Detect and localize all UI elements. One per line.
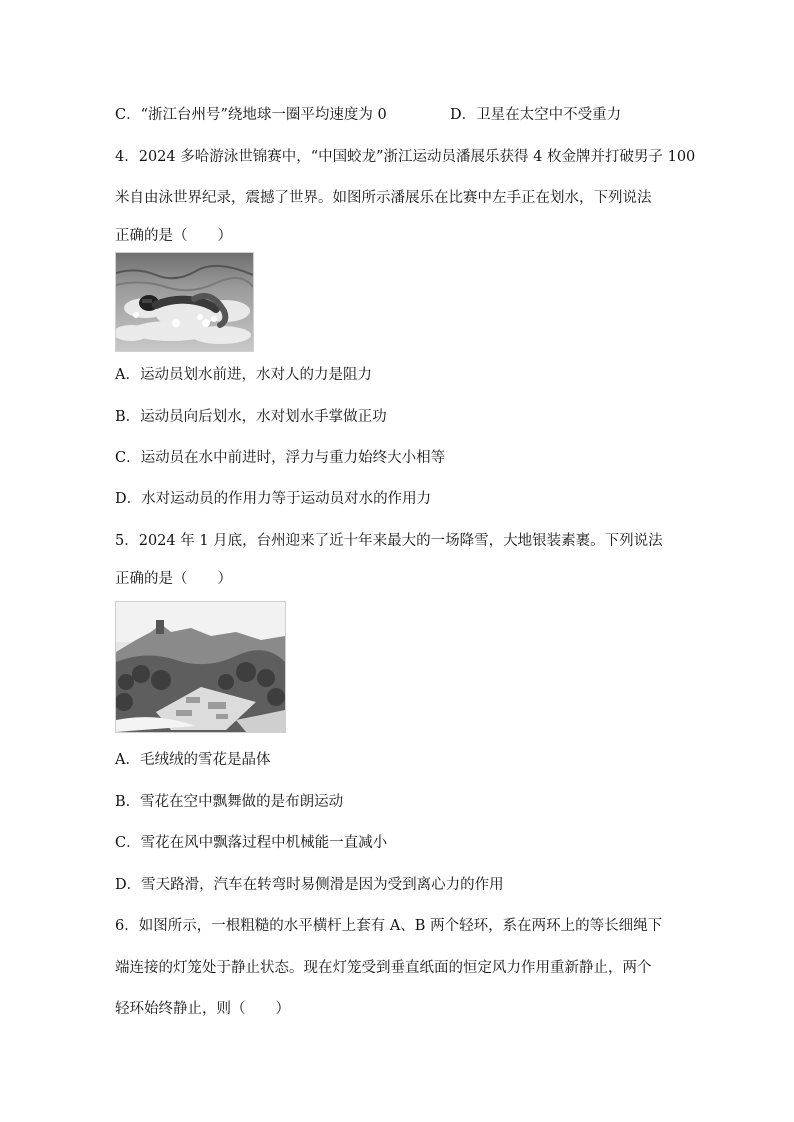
q6-stem-line2: 端连接的灯笼处于静止状态。现在灯笼受到垂直纸面的恒定风力作用重新静止，两个: [115, 960, 652, 976]
q3-option-d: D．卫星在太空中不受重力: [450, 107, 622, 123]
q5-option-b: B．雪花在空中飘舞做的是布朗运动: [115, 794, 344, 810]
q6-stem-line3: [115, 1000, 290, 1018]
q4-stem-text: 正确的是（: [115, 228, 188, 244]
q4-option-c: C．运动员在水中前进时，浮力与重力始终大小相等: [115, 450, 446, 466]
q6-stem-close: ）: [275, 1001, 290, 1017]
q4-option-d: D．水对运动员的作用力等于运动员对水的作用力: [115, 491, 432, 507]
q4-stem-line2: 米自由泳世界纪录，震撼了世界。如图所示潘展乐在比赛中左手正在划水，下列说法: [115, 190, 652, 206]
swimmer-photo: [115, 252, 254, 352]
q5-option-d: D．雪天路滑，汽车在转弯时易侧滑是因为受到离心力的作用: [115, 877, 504, 893]
q3-option-c: C．“浙江台州号”绕地球一圈平均速度为 0: [115, 107, 387, 123]
q5-stem-line2: [115, 570, 232, 588]
q5-option-c: C．雪花在风中飘落过程中机械能一直减小: [115, 835, 388, 851]
q5-stem-close: ）: [217, 571, 232, 587]
q4-option-a: A．运动员划水前进，水对人的力是阻力: [115, 367, 372, 383]
q4-stem-line1: 4．2024 多哈游泳世锦赛中，“中国蛟龙”浙江运动员潘展乐获得 4 枚金牌并打破男子 100: [115, 149, 696, 165]
q5-stem-line1: 5．2024 年 1 月底，台州迎来了近十年来最大的一场降雪，大地银装素裹。下列说法: [115, 533, 663, 549]
q5-stem-text: 正确的是（: [115, 571, 188, 587]
q4-stem-line3: [115, 227, 232, 245]
q6-stem-line1: 6．如图所示，一根粗糙的水平横杆上套有 A、B 两个轻环，系在两环上的等长细绳下: [115, 918, 663, 934]
q4-stem-close: ）: [217, 228, 232, 244]
q5-option-a: A．毛绒绒的雪花是晶体: [115, 752, 271, 768]
q4-option-b: B．运动员向后划水，水对划水手掌做正功: [115, 409, 387, 425]
snow-landscape-photo: [115, 601, 286, 733]
q6-stem-text: 轻环始终静止，则（: [115, 1001, 246, 1017]
